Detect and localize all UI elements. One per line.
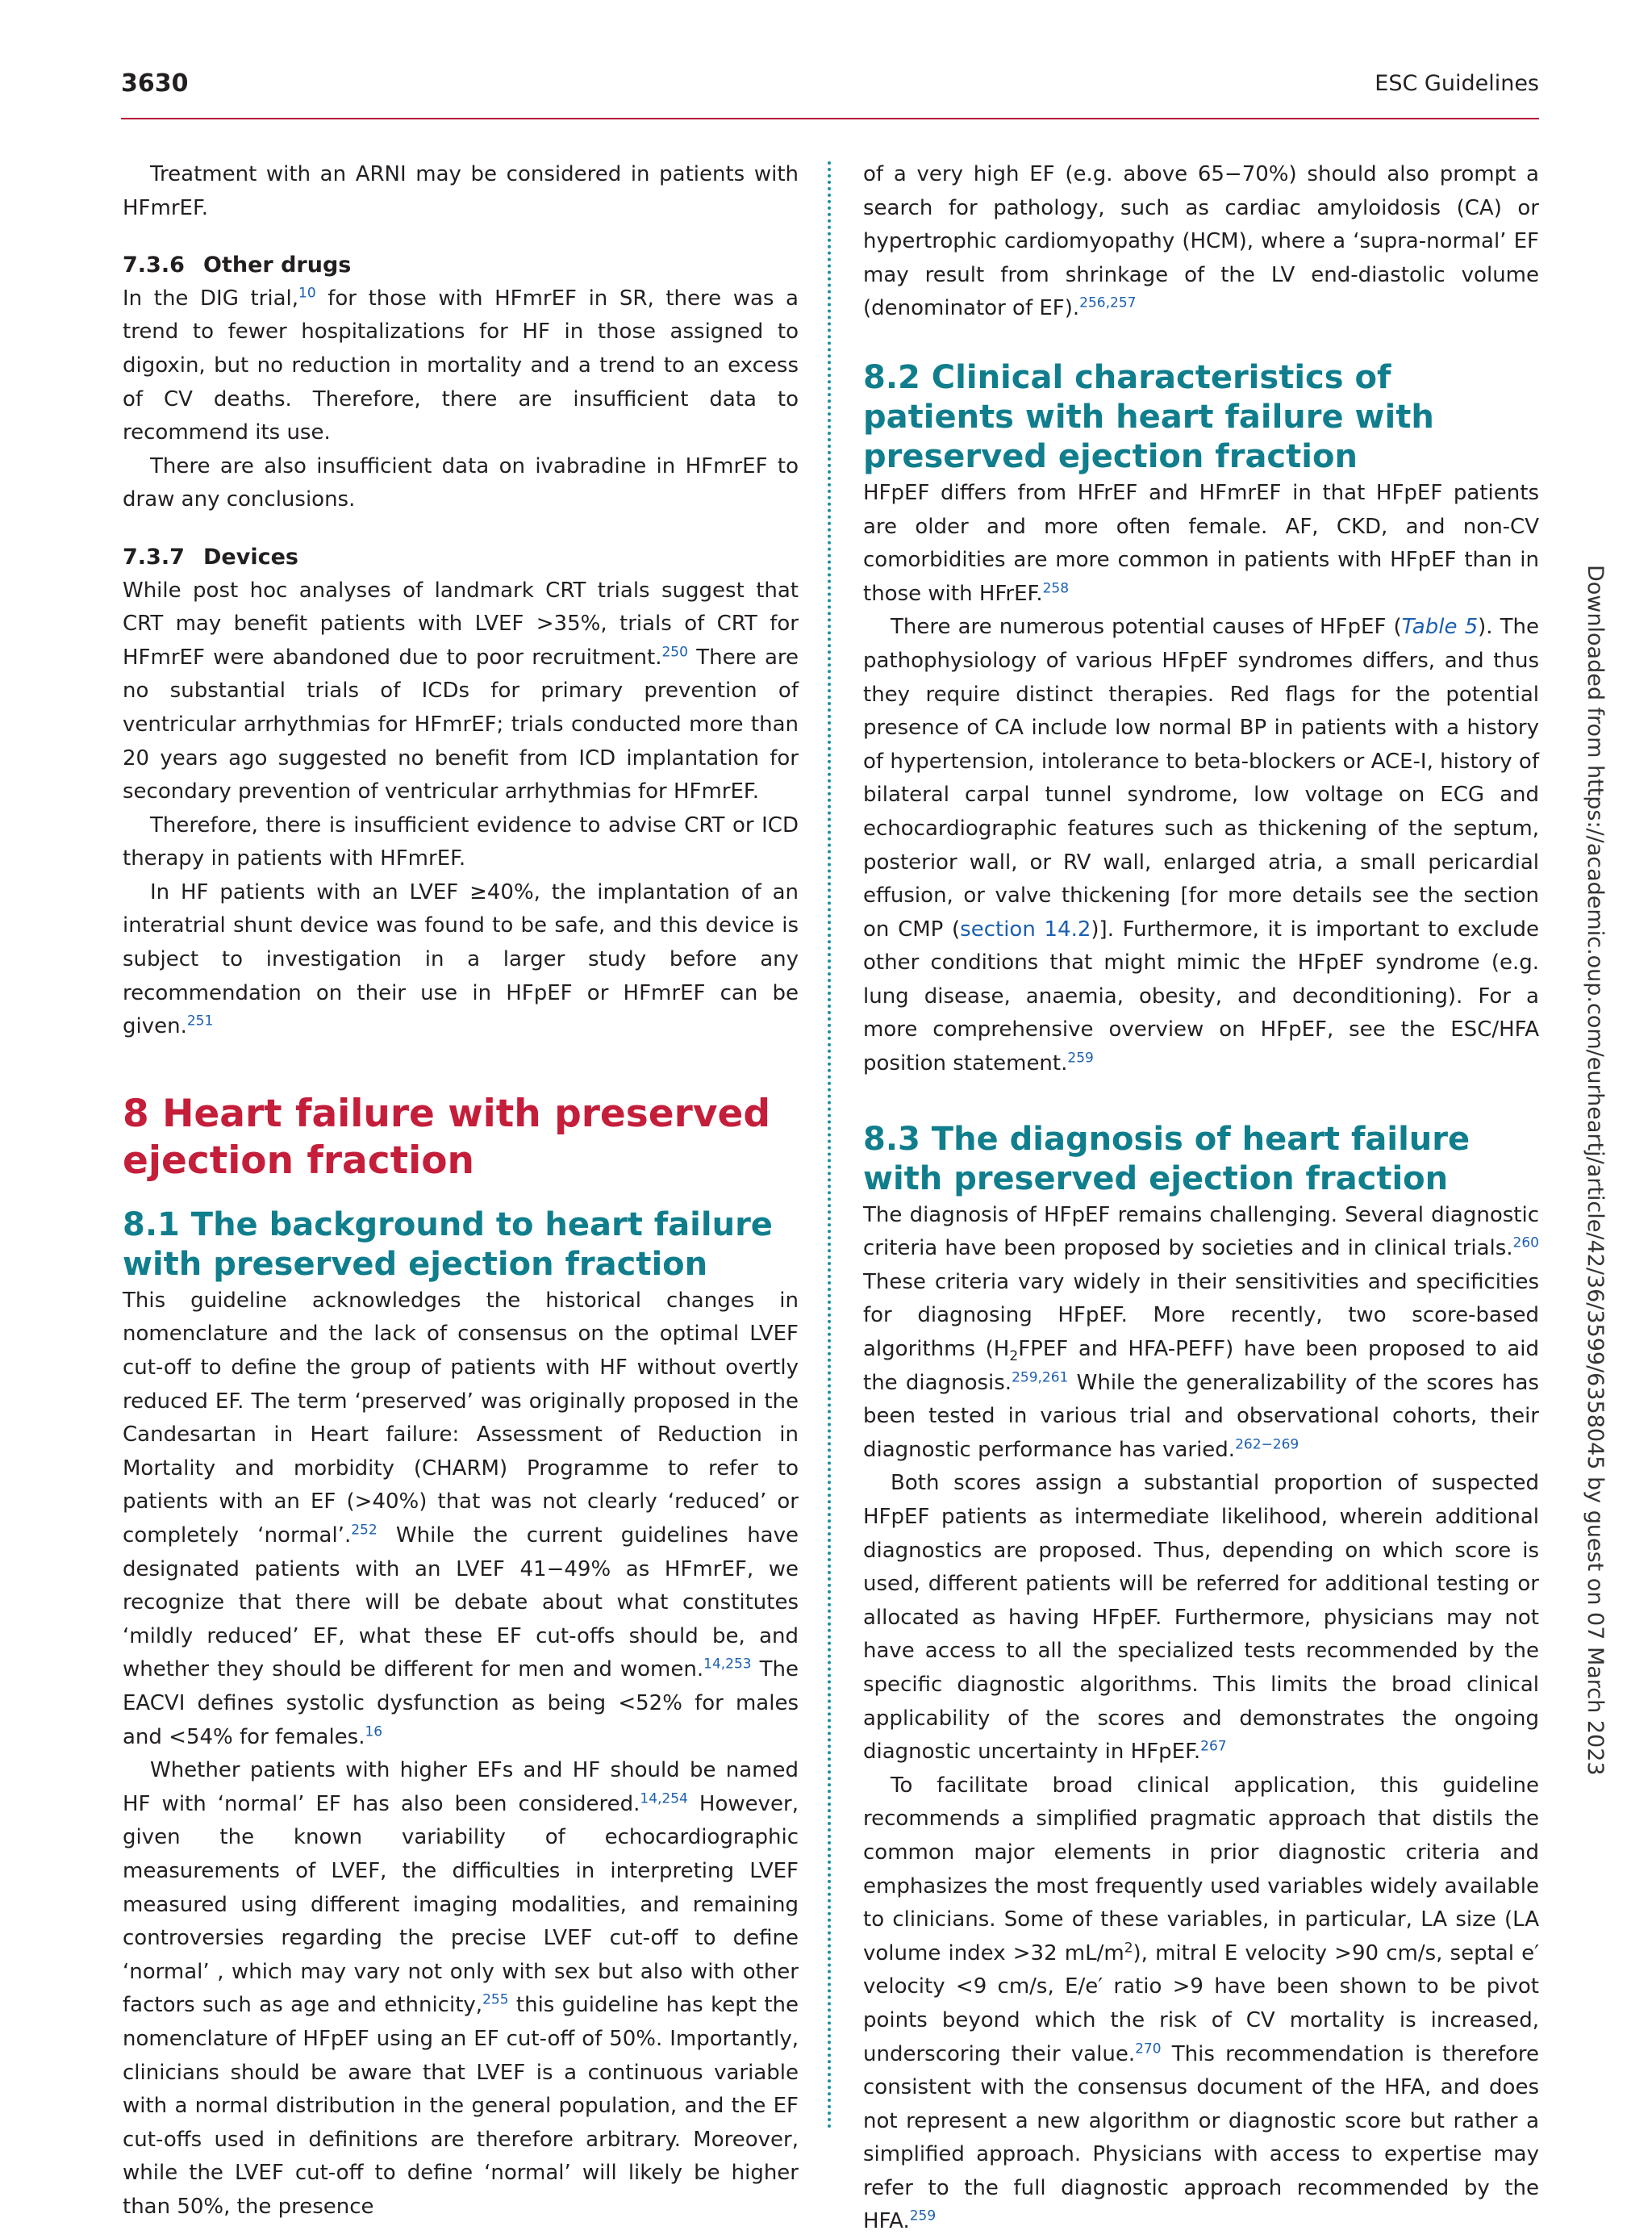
citation-ref[interactable]: 256,257 [1079, 294, 1137, 311]
section-8-1-heading: 8.1 The background to heart failure with preserved ejection fraction [123, 1205, 773, 1283]
section-8-3-heading: 8.3 The diagnosis of heart failure with preserved ejection fraction [863, 1120, 1471, 1197]
heading-7-3-6 [123, 249, 799, 282]
table-5-link[interactable]: Table 5 [1401, 615, 1479, 640]
paragraph-both-scores: Both scores assign a substantial proportion of suspected HFpEF patients as intermediate likelihood, wherein additional diagnostics are proposed. Thus, depending on which score is used, different patients will be referred for additional testing or allocated as having HFpEF. Furthermore, physicians may not have access to all the specialized tests recommended by the specific diagnostic algorithms. This limits the broad clinical applicability of the scores and demonstrates the ongoing diagnostic uncertainty in HFpEF.$^{267}$ [863, 1471, 1539, 1765]
left-column [123, 158, 799, 2224]
heading-number: 7.3.6 [123, 253, 185, 278]
heading-title: Other drugs [203, 253, 352, 278]
paragraph-ivabradine: There are also insufficient data on ivabradine in HFmrEF to draw any conclusions. [123, 453, 799, 512]
download-watermark: Downloaded from https://academic.oup.com/eurheartj/article/42/36/3599/6358045 by guest on 07 March 2023 [1583, 565, 1608, 1776]
paragraph-high-ef: of a very high EF (e.g. above 65−70%) should also prompt a search for pathology, such as cardiac amyloidosis (CA) or hypertrophic cardiomyopathy (HCM), where a ‘supra-normal’ EF may result from shrinkage of the LV end-diastolic volume (denominator of EF).$^{256,257}$ [863, 162, 1539, 321]
citation-ref[interactable]: 252 [351, 1522, 378, 1539]
heading-7-3-7 [123, 541, 799, 574]
subscript: 2 [1009, 1348, 1019, 1365]
chapter-8-heading: 8 Heart failure with preserved ejection fraction [123, 1091, 770, 1183]
paragraph-arni: Treatment with an ARNI may be considered in patients with HFmrEF. [123, 162, 799, 220]
running-head: ESC Guidelines [1375, 71, 1539, 96]
column-divider [828, 161, 831, 2130]
citation-ref[interactable]: 14,254 [640, 1790, 688, 1807]
header-rule [121, 118, 1539, 119]
paragraph-dig-trial: In the DIG trial,$^{10}$ for those with HFmrEF in SR, there was a trend to fewer hospitalizations for HF in those assigned to digoxin, but no reduction in mortality and a trend to an excess of CV deaths. Therefore, there are insufficient data to recommend its use. [123, 285, 799, 445]
citation-ref[interactable]: 267 [1200, 1738, 1227, 1755]
citation-ref[interactable]: 259,261 [1012, 1368, 1069, 1385]
citation-ref[interactable]: 250 [661, 644, 688, 661]
paragraph-insufficient-evidence: Therefore, there is insufficient evidence to advise CRT or ICD therapy in patients with HFmrEF. [123, 812, 799, 871]
superscript: 2 [1124, 1940, 1133, 1957]
paragraph-pragmatic-approach: To facilitate broad clinical application, this guideline recommends a simplified pragmatic approach that distils the common major elements in prior diagnostic criteria and emphasizes the most frequently used variables widely available to clinicians. Some of these variables, in particular, LA size (LA volume index >32 $mL/m^2$), mitral E velocity >90 cm/s, septal e′ velocity <9 cm/s, E/e′ ratio >9 have been shown to be pivot points beyond which the risk of CV mortality is increased, underscoring their value.$^{270}$ This recommendation is therefore consistent with the consensus document of the HFA, and does not represent a new algorithm or diagnostic score but rather a simplified approach. Physicians with access to expertise may refer to the full diagnostic approach recommended by the HFA.$^{259}$ [863, 1773, 1539, 2234]
heading-number: 7.3.7 [123, 544, 185, 570]
paragraph-hfpef-differs: HFpEF differs from HFrEF and HFmrEF in that HFpEF patients are older and more often female. AF, CKD, and non-CV comorbidities are more common in patients with HFpEF than in those with HFrEF.$^{258}$ [863, 480, 1539, 606]
paragraph-diagnosis: The diagnosis of HFpEF remains challenging. Several diagnostic criteria have been proposed by societies and in clinical trials.$^{260}$ These criteria vary widely in their sensitivities and specificities for diagnosing HFpEF. More recently, two score-based algorithms ($H_2FPEF$ and HFA-PEFF) have been proposed to aid the diagnosis.$^{259,261}$ While the generalizability of the scores has been tested in various trial and observational cohorts, their diagnostic performance has varied.$^{262-269}$ [863, 1202, 1539, 1462]
paragraph-crt-trials: While post hoc analyses of landmark CRT trials suggest that CRT may benefit patients with LVEF >35%, trials of CRT for HFmrEF were abandoned due to poor recruitment.$^{250}$ There are no substantial trials of ICDs for primary prevention of ventricular arrhythmias for HFmrEF; trials conducted more than 20 years ago suggested no benefit from ICD implantation for secondary prevention of ventricular arrhythmias for HFmrEF. [123, 578, 799, 804]
citation-ref[interactable]: 259 [909, 2208, 937, 2224]
citation-ref[interactable]: 14,253 [703, 1656, 752, 1673]
paragraph-normal-ef: Whether patients with higher EFs and HF should be named HF with ‘normal’ EF has also been considered.$^{14,254}$ However, given the known variability of echocardiographic measurements of LVEF, the difficulties in interpreting LVEF measured using different imaging modalities, and remaining controversies regarding the precise LVEF cut-off to define ‘normal’ , which may vary not only with sex but also with other factors such as age and ethnicity,$^{255}$ this guideline has kept the nomenclature of HFpEF using an EF cut-off of 50%. Importantly, clinicians should be aware that LVEF is a continuous variable with a normal distribution in the general population, and the EF cut-offs used in definitions are therefore arbitrary. Moreover, while the LVEF cut-off to define ‘normal’ will likely be higher than 50%, the presence [123, 1758, 799, 2219]
citation-ref[interactable]: 270 [1135, 2040, 1162, 2057]
right-column [863, 158, 1539, 2239]
paragraph-causes: There are numerous potential causes of HFpEF (Table 5). The pathophysiology of various HFpEF syndromes differs, and thus they require distinct therapies. Red flags for the potential presence of CA include low normal BP in patients with a history of hypertension, intolerance to beta-blockers or ACE-I, history of bilateral carpal tunnel syndrome, low voltage on ECG and echocardiographic features such as thickening of the septum, posterior wall, or RV wall, enlarged atria, a small pericardial effusion, or valve thickening [for more details see the section on CMP (section 14.2)]. Furthermore, it is important to exclude other conditions that might mimic the HFpEF syndrome (e.g. lung disease, anaemia, obesity, and deconditioning). For a more comprehensive overview on HFpEF, see the ESC/HFA position statement.$^{259}$ [863, 615, 1540, 1076]
paragraph-interatrial-shunt: In HF patients with an LVEF ≥40%, the implantation of an interatrial shunt device was found to be safe, and this device is subject to investigation in a larger study before any recommendation on their use in HFpEF or HFmrEF can be given.$^{251}$ [123, 879, 799, 1039]
page-number: 3630 [121, 69, 189, 98]
citation-ref[interactable]: 10 [298, 285, 316, 302]
paragraph-nomenclature: This guideline acknowledges the historical changes in nomenclature and the lack of consensus on the optimal LVEF cut-off to define the group of patients with HF without overtly reduced EF. The term ‘preserved’ was originally proposed in the Candesartan in Heart failure: Assessment of Reduction in Mortality and morbidity (CHARM) Programme to refer to patients with an EF (>40%) that was not clearly ‘reduced’ or completely ‘normal’.$^{252}$ While the current guidelines have designated patients with an LVEF 41−49% as HFmrEF, we recognize that there will be debate about what constitutes ‘mildly reduced’ EF, what these EF cut-offs should be, and whether they should be different for men and women.$^{14,253}$ The EACVI defines systolic dysfunction as being <52% for males and <54% for females.$^{16}$ [123, 1288, 799, 1749]
citation-ref[interactable]: 260 [1512, 1234, 1539, 1251]
citation-ref[interactable]: 255 [482, 1991, 509, 2008]
section-8-2-heading: 8.2 Clinical characteristics of patients with heart failure with preserved ejection fraction [863, 358, 1434, 475]
citation-ref[interactable]: 16 [365, 1723, 383, 1740]
citation-ref[interactable]: 262−269 [1235, 1436, 1299, 1453]
heading-title: Devices [203, 544, 298, 570]
citation-ref[interactable]: 251 [186, 1013, 214, 1030]
citation-ref[interactable]: 259 [1067, 1050, 1094, 1067]
section-14-2-link[interactable]: section 14.2 [960, 917, 1091, 942]
citation-ref[interactable]: 258 [1042, 580, 1070, 597]
